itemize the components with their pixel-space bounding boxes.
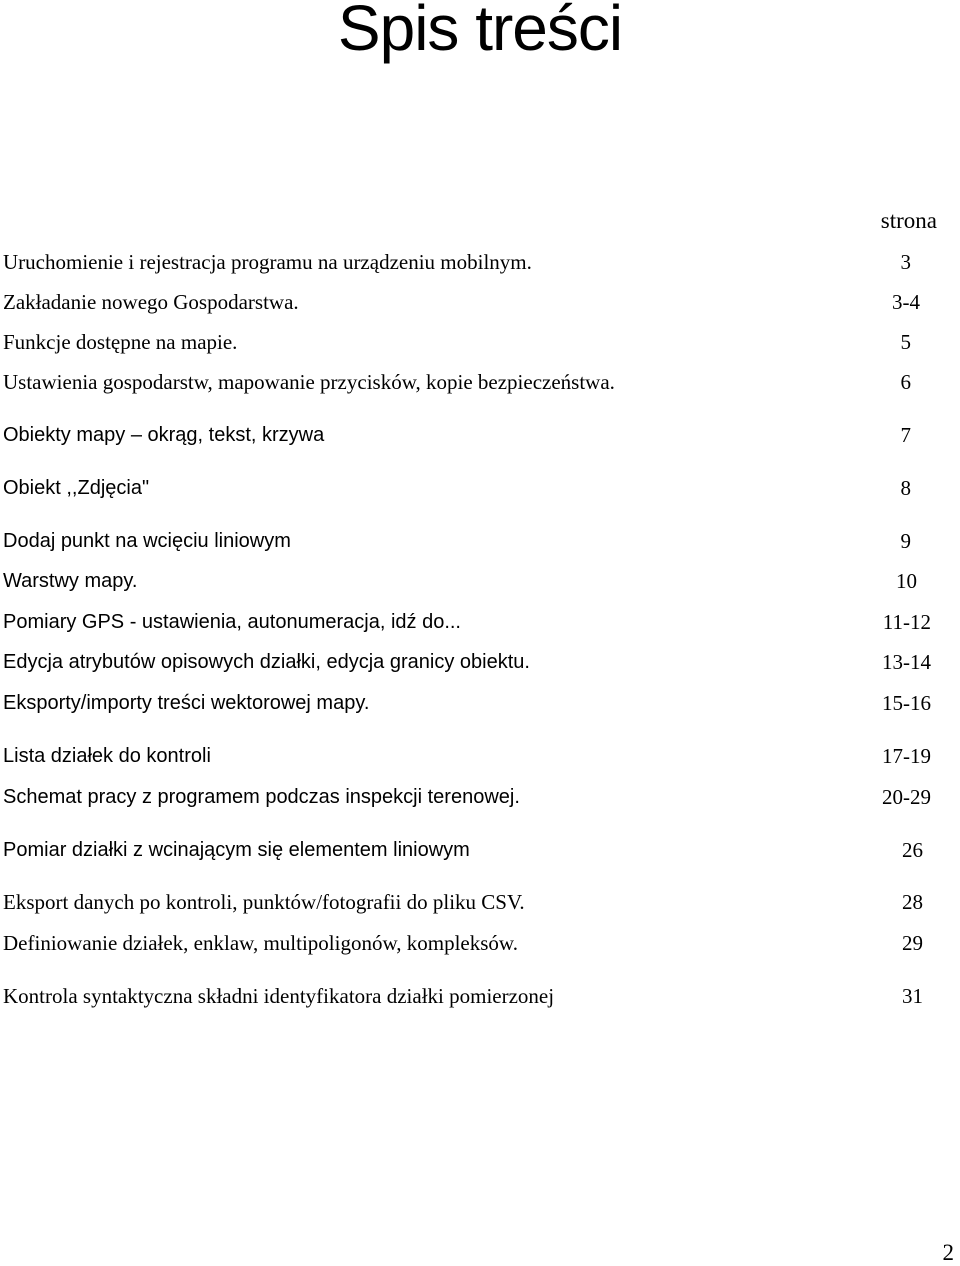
toc-entry[interactable] — [3, 473, 960, 503]
toc-entry[interactable] — [3, 247, 960, 277]
toc-entry-page: 3 — [900, 250, 911, 274]
toc-entry[interactable] — [3, 782, 960, 812]
toc-entry[interactable] — [3, 420, 960, 450]
toc-entry[interactable] — [3, 526, 960, 556]
toc-entry-page: 29 — [902, 931, 923, 955]
toc-entry-title: Kontrola syntaktyczna składni identyfikatora działki pomierzonej — [3, 984, 555, 1008]
toc-entry[interactable] — [3, 928, 960, 958]
toc-entry[interactable] — [3, 607, 960, 637]
toc-entry-page: 8 — [900, 476, 911, 500]
toc-entry-page: 10 — [896, 569, 917, 593]
toc-entry-title: Lista działek do kontroli — [3, 745, 211, 767]
toc-entry-page: 28 — [902, 890, 923, 914]
toc-entry-page: 13-14 — [882, 650, 931, 674]
toc-entry-page: 20-29 — [882, 785, 931, 809]
toc-entry[interactable] — [3, 327, 960, 357]
toc-entry-page: 9 — [900, 529, 911, 553]
toc-entry-page: 3-4 — [892, 290, 920, 314]
toc-entry-title: Eksport danych po kontroli, punktów/fotografii do pliku CSV. — [3, 890, 525, 914]
toc-entry-title: Dodaj punkt na wcięciu liniowym — [3, 530, 291, 552]
toc-entry-title: Funkcje dostępne na mapie. — [3, 330, 238, 354]
page-number: 2 — [942, 1240, 954, 1265]
toc-entry-title: Obiekty mapy – okrąg, tekst, krzywa — [3, 424, 325, 446]
toc-entry-page: 26 — [902, 838, 923, 862]
toc-entry-title: Zakładanie nowego Gospodarstwa. — [3, 290, 299, 314]
toc-entry[interactable] — [3, 688, 960, 718]
page-title: Spis treści — [337, 0, 623, 64]
toc-entry-title: Ustawienia gospodarstw, mapowanie przycisków, kopie bezpieczeństwa. — [3, 370, 615, 394]
toc-entry-title: Definiowanie działek, enklaw, multipoligonów, kompleksów. — [3, 931, 518, 955]
toc-entry-page: 17-19 — [882, 744, 931, 768]
toc-entry-title: Edycja atrybutów opisowych działki, edycja granicy obiektu. — [3, 651, 530, 673]
toc-entry-page: 11-12 — [882, 610, 931, 634]
toc-entry-title: Pomiar działki z wcinającym się elementem liniowym — [3, 839, 470, 861]
toc-entry-page: 5 — [900, 330, 911, 354]
toc-entry[interactable] — [3, 981, 960, 1011]
toc-entry[interactable] — [3, 566, 960, 596]
toc-entry-page: 6 — [900, 370, 911, 394]
page-column-header: strona — [880, 208, 937, 233]
toc-entry[interactable] — [3, 647, 960, 677]
toc-entry-title: Uruchomienie i rejestracja programu na urządzeniu mobilnym. — [3, 250, 532, 274]
toc-entry-page: 7 — [900, 423, 911, 447]
toc-entry[interactable] — [3, 835, 960, 865]
toc-entry-title: Schemat pracy z programem podczas inspekcji terenowej. — [3, 786, 520, 808]
toc-entry-title: Warstwy mapy. — [3, 570, 138, 592]
toc-entry-title: Eksporty/importy treści wektorowej mapy. — [3, 692, 370, 714]
toc-entry[interactable] — [3, 887, 960, 917]
toc-entry-title: Obiekt ,,Zdjęcia" — [3, 477, 150, 499]
toc-entry-title: Pomiary GPS - ustawienia, autonumeracja, idź do... — [3, 611, 461, 633]
toc-entry[interactable] — [3, 287, 960, 317]
toc-entry[interactable] — [3, 741, 960, 771]
toc-entry-page: 31 — [902, 984, 923, 1008]
toc-entry[interactable] — [3, 367, 960, 397]
toc-entry-page: 15-16 — [882, 691, 931, 715]
